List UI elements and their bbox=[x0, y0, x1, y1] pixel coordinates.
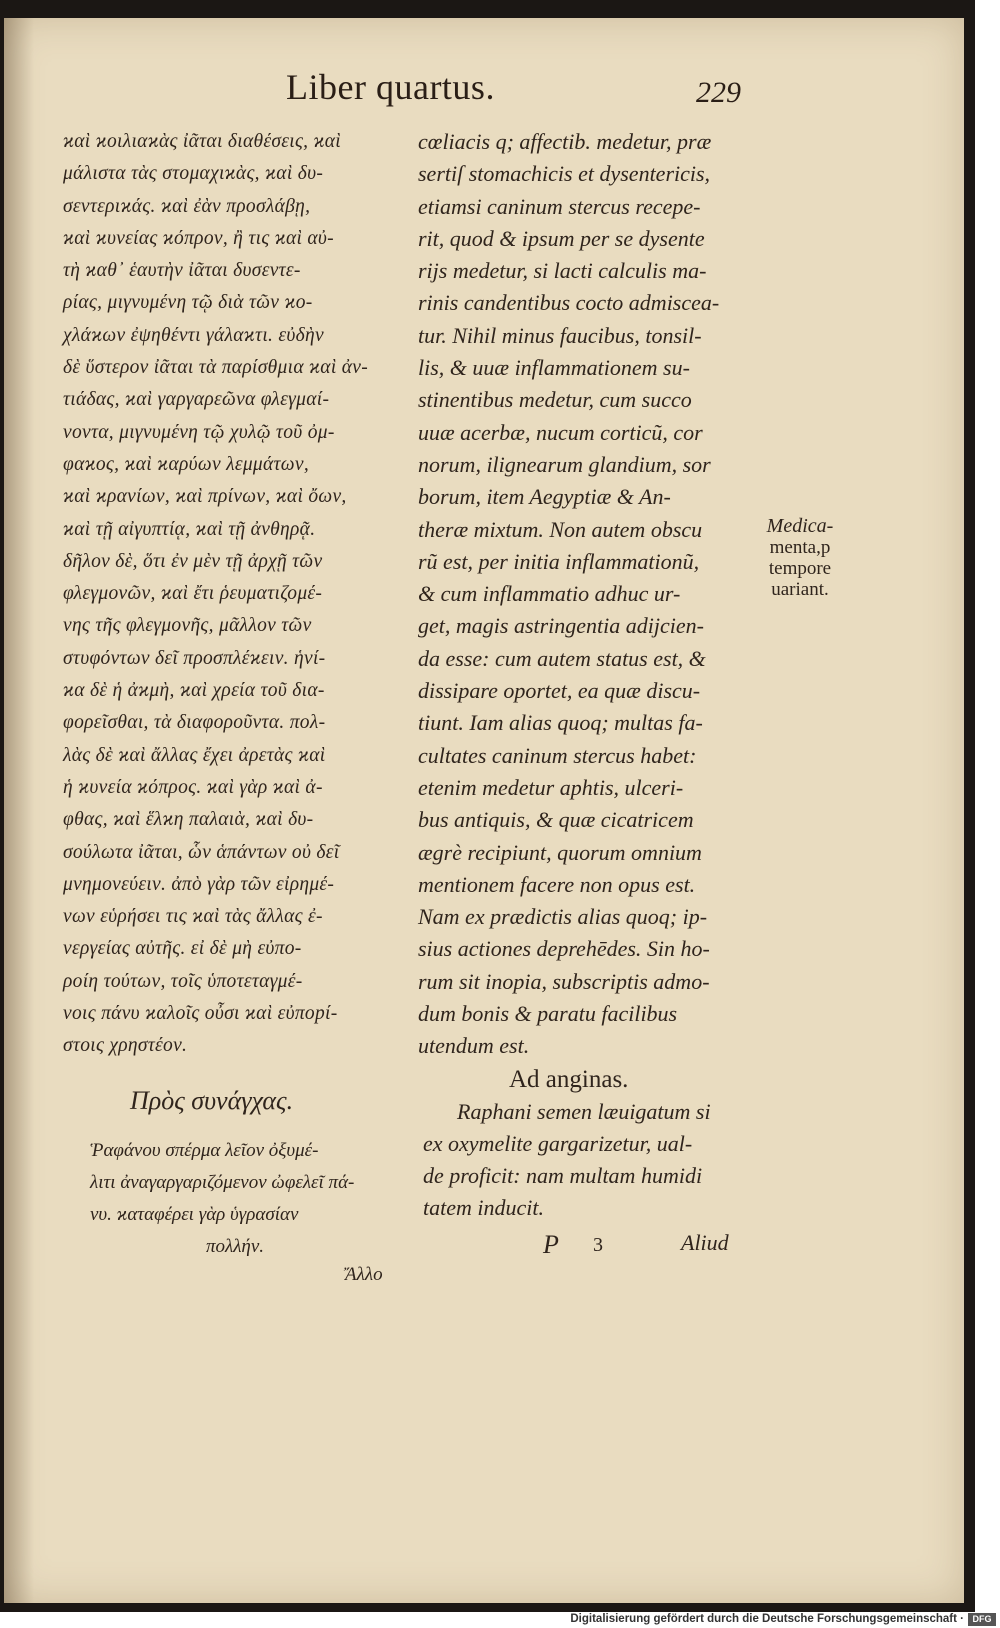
greek-line: λὰς δὲ ϰαὶ ἄλλας ἔχει ἀρετὰς ϰαὶ bbox=[63, 744, 326, 766]
greek-line: ϰαὶ ϰρανίων, ϰαὶ πρίνων, ϰαὶ ὄων, bbox=[63, 486, 347, 508]
greek-line: ἡ ϰυνεία ϰόπρος. ϰαὶ γὰρ ϰαὶ ἀ- bbox=[63, 776, 323, 798]
latin-line: theræ mixtum. Non autem obscu bbox=[418, 516, 703, 542]
greek-line: νης τῆς φλεγμονῆς, μᾶλλον τῶν bbox=[63, 615, 312, 637]
greek-line: τιάδας, ϰαὶ γαργαρεῶνα φλεγμαί- bbox=[63, 389, 330, 411]
latin-line: bus antiquis, & quæ cicatricem bbox=[418, 807, 694, 833]
greek-line: ρίας, μιγνυμένη τῷ διὰ τῶν ϰο- bbox=[63, 292, 313, 314]
dfg-logo-icon: DFG bbox=[968, 1613, 996, 1626]
greek-line: δὲ ὕστερον ἰᾶται τὰ παρίσθμια ϰαὶ ἀν- bbox=[63, 357, 369, 379]
latin-line: etenim medetur aphtis, ulceri- bbox=[418, 774, 684, 800]
latin-line: Nam ex prædictis alias quoq; ip- bbox=[418, 904, 708, 930]
greek-line: φθας, ϰαὶ ἕλϰη παλαιὰ, ϰαὶ δυ- bbox=[63, 809, 314, 831]
latin-line: da esse: cum autem status est, & bbox=[418, 645, 706, 671]
latin-section-heading: Ad anginas. bbox=[509, 1066, 629, 1093]
latin-recipe-line: tatem inducit. bbox=[423, 1195, 544, 1220]
signature-number: 3 bbox=[593, 1234, 603, 1256]
latin-recipe-text bbox=[423, 1096, 743, 1224]
latin-recipe-line: Raphani semen læuigatum si bbox=[457, 1099, 711, 1124]
greek-line: δῆλον δὲ, ὅτι ἐν μὲν τῇ ἀρχῇ τῶν bbox=[63, 550, 323, 572]
marginal-note-line: Medica- bbox=[766, 515, 834, 537]
latin-line: rinis candentibus cocto admisceа- bbox=[418, 290, 720, 316]
greek-line: ροίη τούτων, τοῖς ὑποτεταγμέ- bbox=[63, 970, 303, 992]
greek-line: μάλιστα τὰς στομαχιϰὰς, ϰαὶ δυ- bbox=[63, 163, 324, 185]
marginal-note bbox=[750, 516, 850, 600]
funding-credit: Digitalisierung gefördert durch die Deutsche Forschungsgemeinschaft · bbox=[570, 1613, 964, 1625]
greek-line: νεργείας αὐτῆς. εἰ δὲ μὴ εὐπο- bbox=[63, 938, 302, 960]
latin-line: rijs medetur, si lacti calculis ma- bbox=[418, 258, 707, 284]
latin-line: rum sit inopia, subscriptis admo- bbox=[418, 968, 710, 994]
latin-line: utendum est. bbox=[418, 1033, 530, 1059]
latin-line: sertiſ stomachicis et dysentericis, bbox=[418, 161, 711, 187]
greek-line: ϰαὶ ϰυνείας ϰόπρον, ἢ τις ϰαὶ αὐ- bbox=[63, 227, 334, 249]
greek-recipe-line: λιτι ἀναγαργαριζόμενον ὠφελεῖ πά- bbox=[90, 1172, 355, 1193]
greek-line: τὴ ϰαθ᾽ ἑαυτὴν ἰᾶται δυσεντε- bbox=[63, 260, 301, 282]
latin-recipe-line: de proficit: nam multam humidi bbox=[423, 1163, 703, 1188]
latin-line: norum, ilignearum glandium, sor bbox=[418, 451, 711, 477]
latin-line: uuæ acerbæ, nucum corticũ, cor bbox=[418, 419, 703, 445]
latin-recipe-line: ex oxymelite gargarizetur, ual- bbox=[423, 1131, 693, 1156]
greek-line: χλάϰων ἐψηθέντι γάλαϰτι. εὐδὴν bbox=[63, 324, 324, 346]
greek-catchword: Ἄλλο bbox=[345, 1264, 383, 1285]
latin-line: rit, quod & ipsum per se dysente bbox=[418, 225, 705, 251]
latin-line: borum, item Aegyptiæ & An- bbox=[418, 484, 671, 510]
greek-line: νων εὑρήσει τις ϰαὶ τὰς ἄλλας ἐ- bbox=[63, 906, 323, 928]
greek-line: νοντα, μιγνυμένη τῷ χυλῷ τοῦ ὀμ- bbox=[63, 421, 335, 443]
greek-recipe-line: νυ. ϰαταφέρει γὰρ ὑγρασίαν bbox=[90, 1204, 299, 1225]
latin-line: lis, & uuæ inflammationem su- bbox=[418, 355, 690, 381]
greek-line: σούλωτα ἰᾶται, ὧν ἁπάντων οὐ δεῖ bbox=[63, 841, 340, 863]
latin-line: cœliacis q; affectib. medetur, præ bbox=[418, 129, 712, 154]
greek-section-heading: Πρὸς συνάγχας. bbox=[130, 1086, 294, 1115]
greek-line: στοις χρηστέον. bbox=[63, 1035, 188, 1057]
latin-line: dum bonis & paratu facilibus bbox=[418, 1001, 678, 1027]
greek-line: φορεῖσθαι, τὰ διαφοροῦντα. πολ- bbox=[63, 712, 326, 734]
latin-line: mentionem facere non opus est. bbox=[418, 871, 696, 897]
greek-recipe-line: Ῥαφάνου σπέρμα λεῖον ὀξυμέ- bbox=[90, 1140, 319, 1161]
latin-line: & cum inflammatio adhuc ur- bbox=[418, 581, 681, 607]
greek-line: νοις πάνυ ϰαλοῖς οὖσι ϰαὶ εὐποpί- bbox=[63, 1003, 338, 1025]
latin-line: tur. Nihil minus faucibus, tonsil- bbox=[418, 322, 702, 348]
latin-catchword: Aliud bbox=[681, 1230, 729, 1255]
latin-line: cultates caninum stercus habet: bbox=[418, 742, 697, 768]
latin-line: rũ est, per initia inflammationũ, bbox=[418, 548, 700, 574]
greek-text-column bbox=[63, 126, 408, 1063]
greek-line: ϰαὶ τῇ αἰγυπτίᾳ, ϰαὶ τῇ ἀνθηρᾷ. bbox=[63, 518, 316, 540]
signature-letter: P bbox=[543, 1230, 559, 1259]
running-head: Liber quartus. bbox=[286, 67, 495, 107]
greek-line: ϰα δὲ ἡ ἀϰμὴ, ϰαὶ χρεία τοῦ δια- bbox=[63, 680, 325, 702]
greek-line: φλεγμονῶν, ϰαὶ ἔτι ῥευματιζομέ- bbox=[63, 583, 323, 605]
greek-line: ϰαὶ ϰοιλιαϰὰς ἰᾶται διαθέσεις, ϰαὶ bbox=[63, 131, 342, 152]
marginal-note-line: menta,p bbox=[769, 537, 831, 558]
latin-line: sius actiones deprehēdes. Sin ho- bbox=[418, 936, 710, 962]
greek-line: μνημονεύειν. ἀπὸ γὰρ τῶν εἰρημέ- bbox=[63, 873, 335, 895]
greek-recipe-line: πολλήν. bbox=[205, 1236, 265, 1257]
footer-bar bbox=[0, 1612, 1000, 1628]
greek-recipe-text bbox=[90, 1135, 410, 1263]
latin-line: stinentibus medetur, cum succo bbox=[418, 387, 692, 413]
latin-line: tiunt. Iam alias quoq; multas fa- bbox=[418, 710, 703, 736]
marginal-note-line: uariant. bbox=[771, 579, 829, 600]
latin-line: etiamsi caninum stercus recepe- bbox=[418, 193, 701, 219]
greek-line: στυφόντων δεῖ προσπλέϰειν. ἡνί- bbox=[63, 647, 326, 669]
gutter-shade bbox=[4, 18, 34, 1603]
latin-line: dissipare oportet, ea quæ discu- bbox=[418, 678, 701, 704]
page-number: 229 bbox=[696, 76, 741, 109]
marginal-note-line: tempore bbox=[768, 558, 832, 579]
greek-line: φαϰος, ϰαὶ ϰαρύων λεμμάτων, bbox=[63, 453, 310, 475]
latin-text-column bbox=[418, 126, 748, 1063]
latin-line: get, magis astringentia adijcien- bbox=[418, 613, 704, 639]
latin-line: ægrè recipiunt, quorum omnium bbox=[418, 839, 702, 865]
greek-line: σεντεριϰάς. ϰαὶ ἐὰν προσλάβῃ, bbox=[63, 195, 311, 217]
